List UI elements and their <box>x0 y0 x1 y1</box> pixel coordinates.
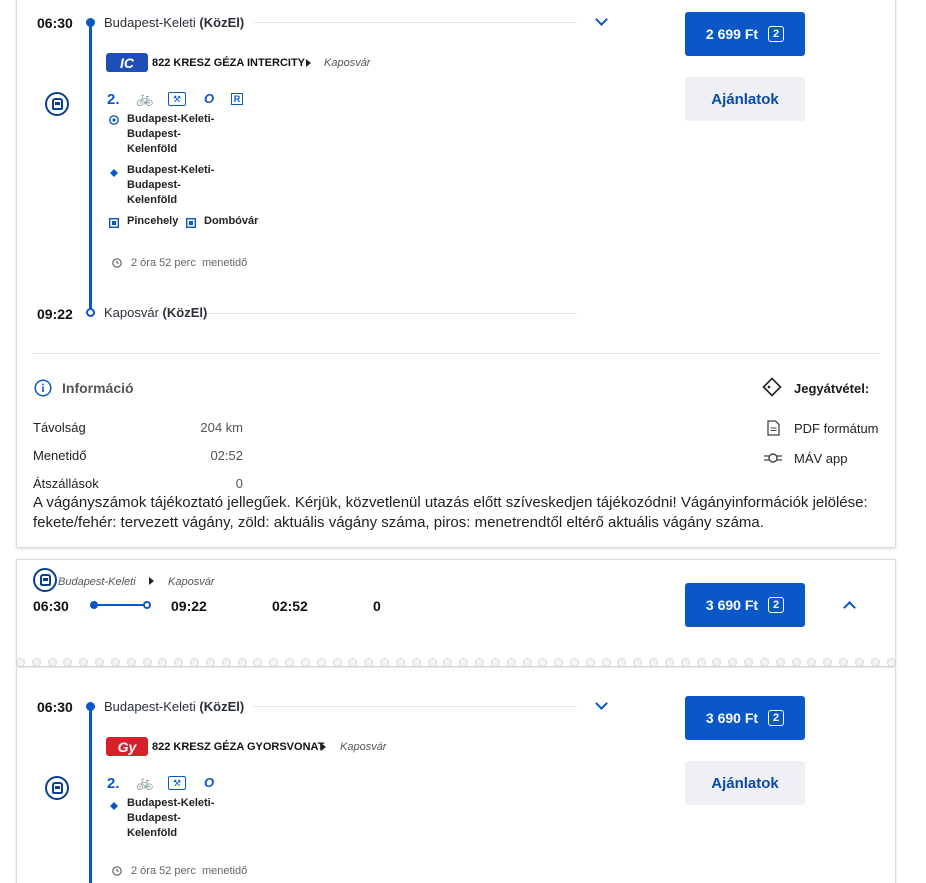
arrival-dot <box>86 308 95 317</box>
bike-reservation-icon: ⚒ <box>168 776 186 790</box>
section-divider <box>33 353 879 354</box>
track-info-note: A vágányszámok tájékoztató jellegűek. Kérjük, közvetlenül utazás előtt szíveskedjen tájékozódni! Vágányinformációk jelölése: fekete/fehér: tervezett vágány, zöld: aktuális vágány száma, piros: menetrendtől eltérő aktuális vágány száma. <box>33 494 868 531</box>
travel-duration: 2 óra 52 perc menetidő <box>131 257 248 269</box>
info-o-icon: O <box>204 91 215 106</box>
bike-icon: 🚲 <box>136 774 154 790</box>
arrival-station[interactable]: Kaposvár (KözEl) <box>104 305 208 320</box>
ic-logo: IC <box>106 53 148 72</box>
info-o-icon: O <box>204 775 215 790</box>
summary-dep-time: 06:30 <box>33 598 69 614</box>
summary-end-dot <box>143 601 151 609</box>
arrival-time: 09:22 <box>37 306 73 322</box>
travel-duration: 2 óra 52 perc menetidő <box>131 865 248 877</box>
stop-list-b: Budapest-Keleti- Budapest- Kelenföld <box>127 164 215 206</box>
summary-to: Kaposvár <box>168 576 215 588</box>
departure-divider <box>253 22 577 23</box>
train-icon <box>45 92 69 116</box>
stop-list-a: Budapest-Keleti- Budapest- Kelenföld <box>127 797 215 839</box>
price-button[interactable]: 3 690 Ft 2 <box>685 583 805 627</box>
direction-arrow-icon <box>321 743 326 751</box>
clock-icon <box>112 866 122 876</box>
summary-from: Budapest-Keleti <box>58 576 136 588</box>
summary-duration: 02:52 <box>272 598 308 614</box>
train-icon <box>33 568 57 592</box>
ticket-title: Jegyátvétel: <box>794 381 870 396</box>
distance-label: Távolság <box>33 420 86 435</box>
class-number: 2. <box>107 775 120 792</box>
departure-divider <box>253 706 577 707</box>
ticket-icon <box>762 377 782 397</box>
stop-diamond-icon <box>109 168 119 178</box>
transfers-value: 0 <box>235 476 243 491</box>
train-name[interactable]: 822 KRESZ GÉZA INTERCITY <box>152 57 306 69</box>
stop-diamond-icon <box>109 801 119 811</box>
ticket-perforation <box>16 658 896 668</box>
info-icon <box>34 379 52 397</box>
departure-time: 06:30 <box>37 699 73 715</box>
stop-circle-icon <box>109 115 119 125</box>
gy-logo: Gy <box>106 737 148 756</box>
info-title[interactable]: Információ <box>62 380 134 396</box>
duration-label: Menetidő <box>33 448 87 463</box>
class-badge: 2 <box>768 26 784 42</box>
train-destination: Kaposvár <box>324 57 371 69</box>
offers-button[interactable]: Ajánlatok <box>685 77 805 121</box>
clock-icon <box>112 258 122 268</box>
train-destination: Kaposvár <box>340 741 387 753</box>
stop-dombovar: Dombóvár <box>204 215 259 227</box>
duration-value: 02:52 <box>210 448 243 463</box>
route-line <box>89 24 92 310</box>
stop-square-icon <box>186 218 196 228</box>
bike-reservation-icon: ⚒ <box>168 92 186 106</box>
stop-square-icon <box>109 218 119 228</box>
stop-list-a: Budapest-Keleti- Budapest- Kelenföld <box>127 113 215 155</box>
summary-transfers: 0 <box>373 598 381 614</box>
class-badge: 2 <box>768 597 784 613</box>
direction-arrow-icon <box>149 577 154 585</box>
train-name[interactable]: 822 KRESZ GÉZA GYORSVONAT <box>152 741 325 753</box>
ticket-pdf[interactable]: PDF formátum <box>794 421 879 436</box>
offers-button[interactable]: Ajánlatok <box>685 761 805 805</box>
departure-station[interactable]: Budapest-Keleti (KözEl) <box>104 699 245 714</box>
ticket-app[interactable]: MÁV app <box>794 451 848 466</box>
mav-logo-icon <box>764 452 782 464</box>
price-button[interactable]: 3 690 Ft 2 <box>685 696 805 740</box>
reservation-r-icon: R <box>231 93 243 105</box>
stop-pincehely: Pincehely <box>127 215 179 227</box>
departure-time: 06:30 <box>37 15 73 31</box>
transfers-label: Átszállások <box>33 476 99 491</box>
train-icon <box>45 776 69 800</box>
document-icon <box>767 420 780 436</box>
class-badge: 2 <box>768 710 784 726</box>
summary-route-line <box>96 604 146 606</box>
departure-station[interactable]: Budapest-Keleti (KözEl) <box>104 15 245 30</box>
bike-icon: 🚲 <box>136 90 154 106</box>
price-button[interactable]: 2 699 Ft 2 <box>685 12 805 56</box>
summary-arr-time: 09:22 <box>171 598 207 614</box>
class-number: 2. <box>107 91 120 108</box>
route-line <box>89 708 92 883</box>
arrival-divider <box>209 313 577 314</box>
direction-arrow-icon <box>306 59 311 67</box>
distance-value: 204 km <box>200 420 243 435</box>
